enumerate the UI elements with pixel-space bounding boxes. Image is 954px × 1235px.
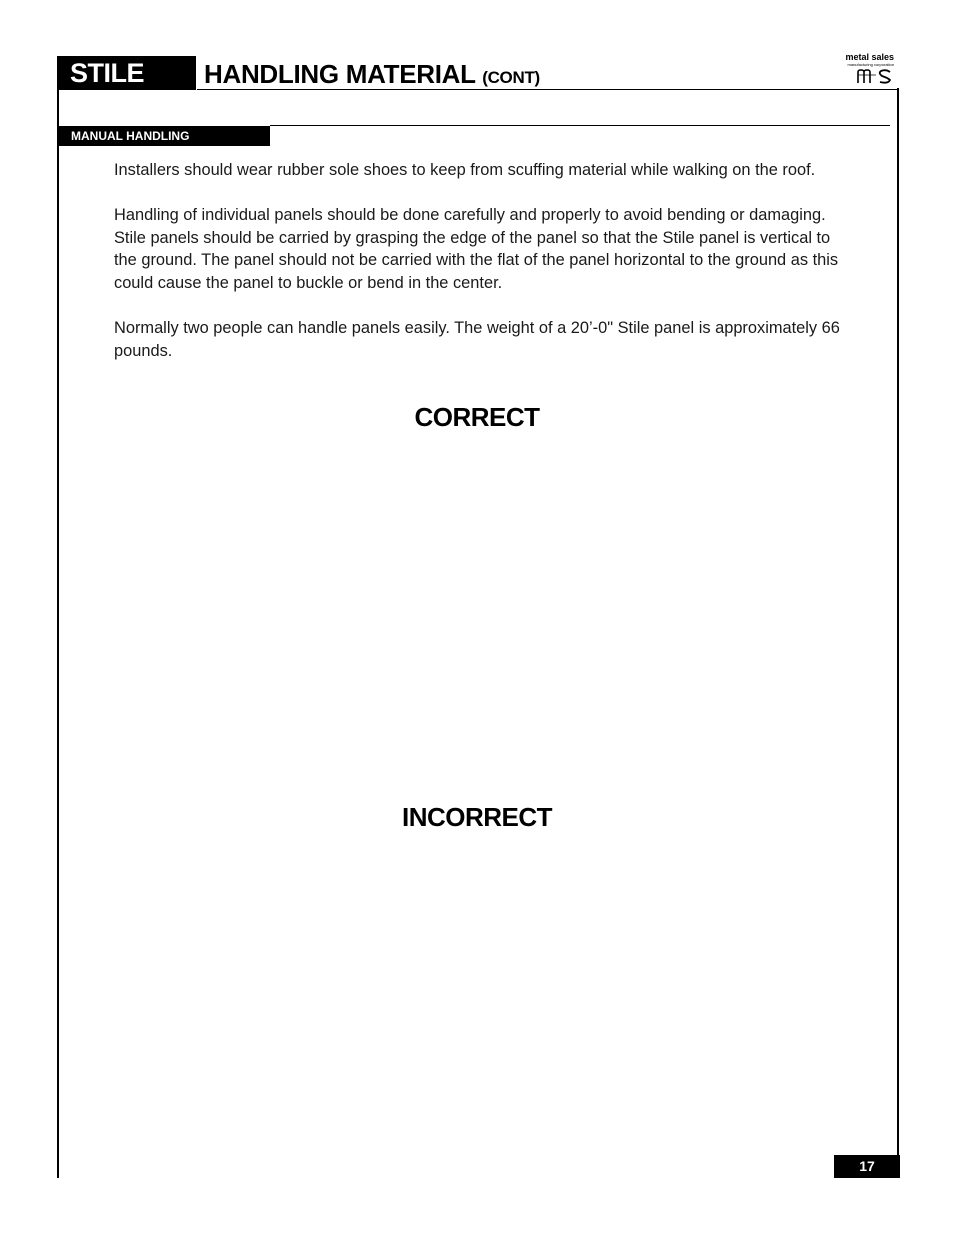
page-number: 17 (834, 1155, 900, 1178)
product-tab: STILE (59, 56, 196, 90)
section-label: MANUAL HANDLING (59, 126, 270, 146)
paragraph-weight: Normally two people can handle panels easily. The weight of a 20’-0" Stile panel is approximately 66 pounds. (114, 319, 840, 360)
metal-sales-logo (822, 50, 894, 88)
figure-label-correct: CORRECT (414, 402, 540, 432)
paragraph-carrying: Handling of individual panels should be done carefully and properly to avoid bending or damaging. Stile panels should be carried by grasping the edge of the panel so that the Stile panel is vertical to the ground. The panel should not be carried with the flat of the panel horizontal to the ground as this could cause the panel to buckle or bend in the center. (114, 206, 839, 292)
frame-right-rule (897, 88, 899, 1178)
paragraph-shoes: Installers should wear rubber sole shoes to keep from scuffing material while walking on the roof. (114, 161, 816, 179)
frame-left-rule (57, 56, 59, 1178)
logo-brand: metal sales (845, 52, 894, 62)
page-title (204, 58, 540, 94)
ms-logo-icon (856, 68, 894, 84)
logo-subtitle: manufacturing corporation (847, 62, 894, 67)
page-title-text: HANDLING MATERIAL (204, 59, 476, 89)
section-rule (270, 125, 890, 126)
page-title-suffix: (CONT) (482, 68, 540, 87)
body-text (114, 159, 854, 385)
figure-label-incorrect: INCORRECT (401, 802, 553, 832)
